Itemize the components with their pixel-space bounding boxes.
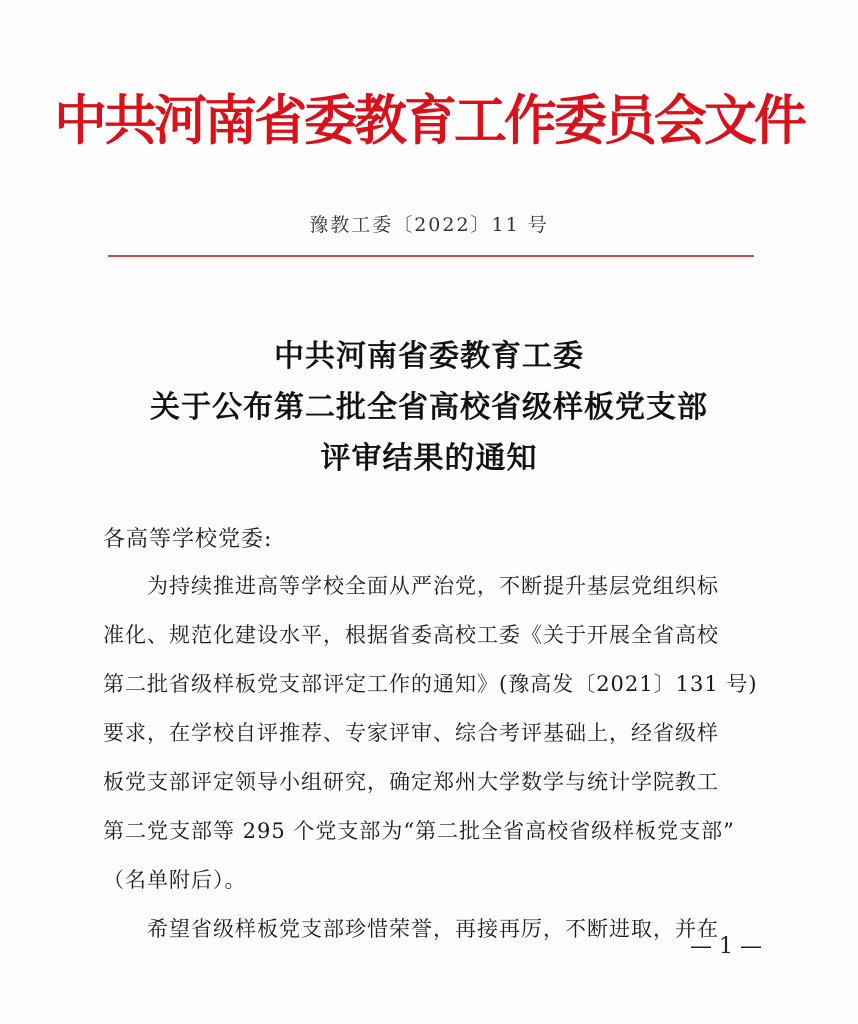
body-line: 板党支部评定领导小组研究，确定郑州大学数学与统计学院教工 xyxy=(103,770,719,794)
issuer-masthead: 中共河南省委教育工作委员会文件 xyxy=(54,89,804,152)
document-number: 豫教工委〔2022〕11 号 xyxy=(309,214,549,236)
body-line: 为持续推进高等学校全面从严治党，不断提升基层党组织标 xyxy=(103,574,719,598)
title-line-2: 关于公布第二批全省高校省级样板党支部 xyxy=(150,390,708,425)
body-line: 准化、规范化建设水平，根据省委高校工委《关于开展全省高校 xyxy=(103,623,719,647)
salutation: 各高等学校党委: xyxy=(103,527,273,552)
page-number-label: — 1 — xyxy=(690,934,762,959)
body-line: （名单附后）。 xyxy=(103,868,247,892)
body-line: 要求，在学校自评推荐、专家评审、综合考评基础上，经省级样 xyxy=(103,721,719,745)
title-line-1: 中共河南省委教育工委 xyxy=(274,339,584,374)
title-line-3: 评审结果的通知 xyxy=(320,441,538,476)
body-line: 希望省级样板党支部珍惜荣誉，再接再厉，不断进取，并在 xyxy=(103,917,719,941)
red-separator-line xyxy=(108,255,754,257)
body-line: 第二党支部等 295 个党支部为“第二批全省高校省级样板党支部” xyxy=(103,819,735,843)
body-line: 第二批省级样板党支部评定工作的通知》(豫高发〔2021〕131 号) xyxy=(103,672,758,696)
